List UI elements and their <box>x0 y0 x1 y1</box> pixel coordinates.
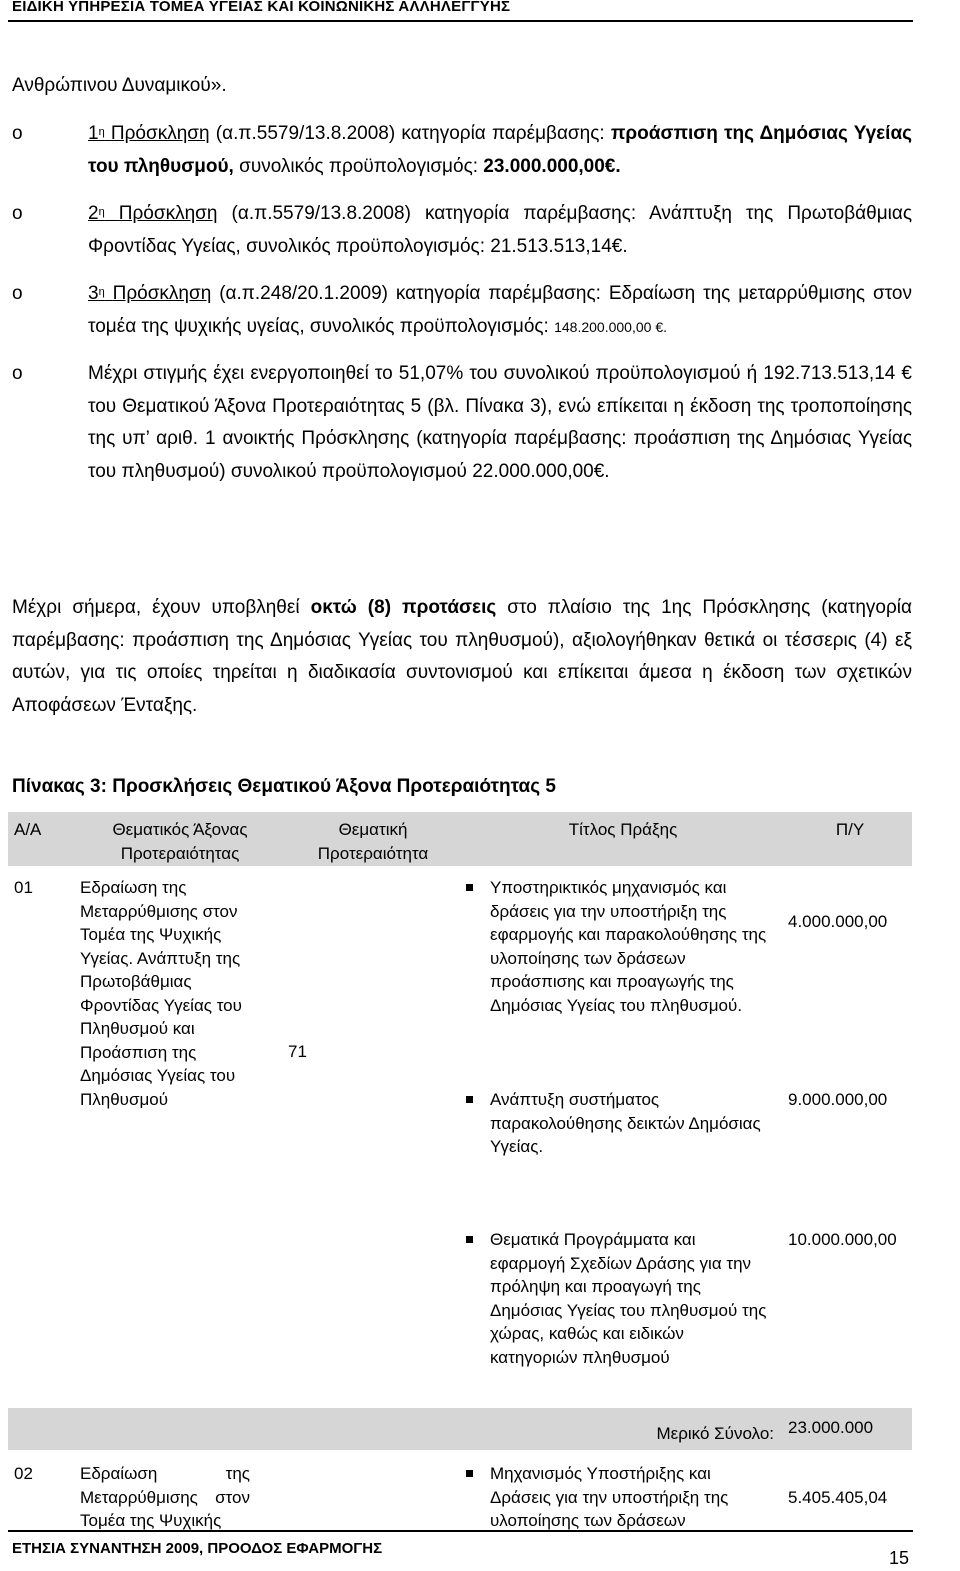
budget-value: 10.000.000,00 <box>788 1230 897 1249</box>
footer-title: ΕΤΗΣΙΑ ΣΥΝΑΝΤΗΣΗ 2009, ΠΡΟΟΔΟΣ ΕΦΑΡΜΟΓΗΣ <box>12 1540 383 1557</box>
call-number: 1 <box>88 123 99 144</box>
column-header: Θεματικός Άξονας Προτεραιότητας <box>112 820 248 863</box>
call-budget: 23.000.000,00€. <box>483 155 621 177</box>
subtotal-value: 23.000.000 <box>788 1418 874 1437</box>
bullet-marker: o <box>12 283 23 304</box>
column-header: Α/Α <box>14 820 42 839</box>
budget-value: 9.000.000,00 <box>788 1090 888 1109</box>
table-header-row <box>8 812 912 866</box>
action-item: Μηχανισμός Υποστήριξης και Δράσεις για την υποστήριξη της υλοποίησης των δράσεων <box>466 1462 772 1533</box>
action-item: Θεματικά Προγράμματα και εφαρμογή Σχεδίων Δράσης για την πρόληψη και προαγωγή της Δημόσιας Υγείας του πληθυσμού της χώρας, καθώς και ειδικών κατηγοριών πληθυσμού <box>466 1228 772 1408</box>
proposals-count: οκτώ (8) προτάσεις <box>310 597 497 618</box>
list-item <box>12 358 912 488</box>
axis-cell: Εδραίωση της Μεταρρύθμισης στον Τομέα της Ψυχικής <box>80 1464 250 1530</box>
list-item: o $2^\eta$ Πρόσκληση (α.π.5579/13.8.2008) κατηγορία παρέμβασης: Ανάπτυξη της Πρωτοβάθμιας Φροντίδας Υγείας, συνολικός προϋπολογισμός: 21.513.513,14€. <box>12 198 912 263</box>
call-label: Πρόσκληση <box>110 123 210 144</box>
call-ref: (α.π.5579/13.8.2008) κατηγορία παρέμβασης: <box>215 123 605 144</box>
action-item: Ανάπτυξη συστήματος παρακολούθησης δεικτών Δημόσιας Υγείας. <box>466 1088 772 1228</box>
call-ref: (α.π.5579/13.8.2008) κατηγορία παρέμβασης: Ανάπτυξη της Πρωτοβάθμιας Φροντίδας Υγείας, συνολικός προϋπολογισμός: 21.513.513,14€. <box>88 203 913 257</box>
priority-cell: 71 <box>288 1042 307 1061</box>
subtotal-row <box>8 1408 912 1450</box>
bullet-marker: o <box>12 123 23 144</box>
page-footer <box>8 1530 913 1571</box>
bullet-marker: o <box>12 203 23 224</box>
bullet-list <box>12 118 912 503</box>
square-bullet-icon <box>466 1470 473 1477</box>
column-header: Π/Υ <box>835 820 865 839</box>
list-item: o $1^\eta$ Πρόσκληση (α.π.5579/13.8.2008) κατηγορία παρέμβασης: προάσπιση της Δημόσιας Υγείας του πληθυσμού, συνολικός προϋπολογισμός: 23.000.000,00€. <box>12 118 912 183</box>
page-header <box>8 0 913 22</box>
calls-table <box>8 812 912 1533</box>
budget-value: 4.000.000,00 <box>788 912 888 931</box>
call-ref: (α.π.248/20.1.2009) κατηγορία παρέμβασης: Εδραίωση της μεταρρύθμισης στον τομέα της ψυχικής υγείας, συνολικός προϋπολογισμός: <box>88 283 913 337</box>
call-number: 2 <box>88 203 99 224</box>
table-title: Πίνακας 3: Προσκλήσεις Θεματικού Άξονα Προτεραιότητας 5 <box>12 776 556 797</box>
summary-paragraph: Μέχρι σήμερα, έχουν υποβληθεί οκτώ (8) προτάσεις στο πλαίσιο της 1ης Πρόσκλησης (κατηγορία παρέμβασης: προάσπιση της Δημόσιας Υγείας του πληθυσμού), αξιολογήθηκαν θετικά οι τέσσερις (4) εξ αυτών, για τις οποίες τηρείται η διαδικασία συντονισμού και επίκειται άμεσα η έκδοση των σχετικών Αποφάσεων Ένταξης. <box>12 597 912 716</box>
call-budget: 148.200.000,00 €. <box>554 318 667 335</box>
intro-line: Ανθρώπινου Δυναμικού». <box>12 75 227 96</box>
list-item: o $3^\eta$ Πρόσκληση (α.π.248/20.1.2009) κατηγορία παρέμβασης: Εδραίωση της μεταρρύθμισης στον τομέα της ψυχικής υγείας, συνολικός προϋπολογισμός: 148.200.000,00 €. <box>12 278 912 343</box>
page-number: 15 <box>888 1548 909 1568</box>
call-label: Πρόσκληση <box>118 203 218 224</box>
square-bullet-icon <box>466 1096 473 1103</box>
column-header: Τίτλος Πράξης <box>568 820 678 839</box>
call-number: 3 <box>88 283 99 304</box>
axis-cell: Εδραίωση της Μεταρρύθμισης στον Τομέα της Ψυχικής Υγείας. Ανάπτυξη της Πρωτοβάθμιας Φροντίδας Υγείας του Πληθυσμού και Προάσπιση της Δημόσιας Υγείας του Πληθυσμού <box>80 878 242 1109</box>
table-row: 01 Εδραίωση της Μεταρρύθμισης στον Τομέα της Ψυχικής Υγείας. Ανάπτυξη της Πρωτοβάθμιας Φροντίδας Υγείας του Πληθυσμού και Προάσπιση της Δημόσιας Υγείας του Πληθυσμού 71 Υποστηρικτικός μηχανισμός και δράσεις για την υποστήριξη της εφαρμογής και παρακολούθησης της υλοποίησης των δράσεων προάσπισης και προαγωγής της Δημόσιας Υγείας του πληθυσμού. Ανάπτυξη συστήματος παρακολούθησης δεικτών Δημόσιας Υγείας. Θεματικά Προγράμματα και εφαρμογή Σχεδίων Δράσης για την πρόληψη και προαγωγή της Δημόσιας Υγείας του πληθυσμού της χώρας, καθώς και ειδικών κατηγοριών πληθυσμού 4.000.000,00 9.000.000,00 10.000.000,00 <box>8 866 912 1408</box>
subtotal-label: Μερικό Σύνολο: <box>656 1424 774 1443</box>
action-item: Υποστηρικτικός μηχανισμός και δράσεις για την υποστήριξη της εφαρμογής και παρακολούθησης της υλοποίησης των δράσεων προάσπισης και προαγωγής της Δημόσιας Υγείας του πληθυσμού. <box>466 876 772 1088</box>
column-header: Θεματική Προτεραιότητα <box>317 820 429 863</box>
table-row: 02 Εδραίωση της Μεταρρύθμισης στον Τομέα της Ψυχικής Μηχανισμός Υποστήριξης και Δράσεις για την υποστήριξη της υλοποίησης των δράσεων 5.405.405,04 <box>8 1450 912 1533</box>
progress-text: Μέχρι στιγμής έχει ενεργοποιηθεί το 51,07% του συνολικού προϋπολογισμού ή 192.713.513,14 € του Θεματικού Άξονα Προτεραιότητας 5 (βλ. Πίνακα 3), ενώ επίκειται η έκδοση της τροποποίησης της υπ’ αριθ. 1 ανοικτής Πρόσκλησης (κατηγορία παρέμβασης: προάσπιση της Δημόσιας Υγείας του πληθυσμού) συνολικού προϋπολογισμού 22.000.000,00€. <box>88 363 912 482</box>
header-title: ΕΙΔΙΚΗ ΥΠΗΡΕΣΙΑ ΤΟΜΕΑ ΥΓΕΙΑΣ ΚΑΙ ΚΟΙΝΩΝΙΚΗΣ ΑΛΛΗΛΕΓΓΥΗΣ <box>12 0 511 15</box>
call-label: Πρόσκληση <box>112 283 212 304</box>
square-bullet-icon <box>466 1236 473 1243</box>
call-bold: προάσπιση της Δημόσιας Υγείας του πληθυσμού, <box>88 123 913 177</box>
call-rest: συνολικός προϋπολογισμός: <box>239 155 479 177</box>
bullet-marker: o <box>12 363 23 384</box>
square-bullet-icon <box>466 884 473 891</box>
budget-value: 5.405.405,04 <box>788 1488 888 1507</box>
